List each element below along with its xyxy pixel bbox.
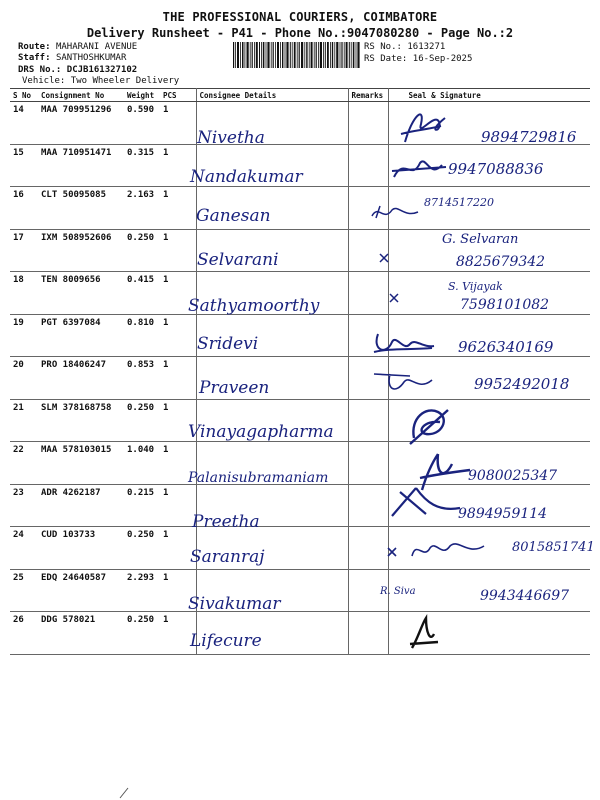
company-title: THE PROFESSIONAL COURIERS, COIMBATORE <box>162 10 438 24</box>
consignment-no: ADR 4262187 <box>38 484 124 527</box>
consignee-name: Ganesan <box>196 206 271 226</box>
consignment-no: MAA 709951296 <box>38 102 124 145</box>
consignee-name: Sridevi <box>197 334 259 354</box>
pcs: 1 <box>160 527 196 570</box>
weight: 0.250 <box>124 527 160 570</box>
consignee-name: Saranraj <box>190 547 265 567</box>
handwritten-phone: 9943446697 <box>480 588 570 604</box>
vehicle-value: Two Wheeler Delivery <box>70 76 180 86</box>
consignee-name: Sivakumar <box>188 594 281 614</box>
signature-scribble <box>404 404 456 448</box>
signature-name: G. Selvaran <box>442 232 519 247</box>
sno: 16 <box>10 187 38 230</box>
consignment-no: SLM 378168758 <box>38 399 124 442</box>
sno: 26 <box>10 612 38 655</box>
signature-name: S. Vijayak <box>448 280 503 293</box>
sno: 14 <box>10 102 38 145</box>
signature-scribble <box>390 153 450 187</box>
rs-date-line <box>364 53 472 65</box>
remarks-cell <box>348 484 388 527</box>
pcs: 1 <box>160 357 196 400</box>
handwritten-phone: 9947088836 <box>448 160 544 178</box>
handwritten-phone: 9626340169 <box>458 338 554 356</box>
consignment-no: IXM 508952606 <box>38 229 124 272</box>
consignee-name: Praveen <box>199 378 270 398</box>
remarks-cell <box>348 102 388 145</box>
weight: 2.293 <box>124 569 160 612</box>
table-header-row <box>10 89 590 102</box>
remarks-cell <box>348 144 388 187</box>
consignee-name: Sathyamoorthy <box>188 296 320 316</box>
signature-scribble <box>386 482 466 522</box>
staff-value: SANTHOSHKUMAR <box>55 53 127 63</box>
pcs: 1 <box>160 314 196 357</box>
staff-label: Staff: <box>18 53 51 63</box>
stray-pen-mark <box>118 786 132 800</box>
sno: 25 <box>10 569 38 612</box>
vehicle-label: Vehicle: <box>22 76 66 86</box>
col-weight: Weight <box>124 89 160 102</box>
col-sno: S No <box>10 89 38 102</box>
sno: 20 <box>10 357 38 400</box>
weight: 0.590 <box>124 102 160 145</box>
rs-date-value: 16-Sep-2025 <box>412 54 473 64</box>
consignment-no: EDQ 24640587 <box>38 569 124 612</box>
signature-name: R. Siva <box>380 586 416 597</box>
handwritten-phone: 9952492018 <box>474 375 570 393</box>
consignee-name: Vinayagapharma <box>188 422 334 442</box>
pcs: 1 <box>160 229 196 272</box>
consignment-no: MAA 578103015 <box>38 442 124 485</box>
sno: 17 <box>10 229 38 272</box>
staff-line <box>18 52 126 64</box>
signature-scribble <box>395 104 455 150</box>
weight: 0.250 <box>124 229 160 272</box>
weight: 0.315 <box>124 144 160 187</box>
consignment-no: MAA 710951471 <box>38 144 124 187</box>
route-value: MAHARANI AVENUE <box>55 42 138 52</box>
cross-mark <box>386 288 406 308</box>
weight: 0.250 <box>124 612 160 655</box>
remarks-cell <box>348 527 388 570</box>
barcode <box>233 42 360 68</box>
pcs: 1 <box>160 612 196 655</box>
sno: 15 <box>10 144 38 187</box>
sno: 22 <box>10 442 38 485</box>
col-seal: Seal & Signature <box>388 89 590 102</box>
rs-no-label: RS No.: <box>364 42 402 52</box>
pcs: 1 <box>160 102 196 145</box>
weight: 0.250 <box>124 399 160 442</box>
handwritten-phone: 8015851741 <box>512 540 595 555</box>
consignee-name: Nandakumar <box>190 167 303 187</box>
remarks-cell <box>348 399 388 442</box>
vehicle-line <box>22 75 179 87</box>
col-consignee: Consignee Details <box>196 89 348 102</box>
consignment-no: CUD 103733 <box>38 527 124 570</box>
consignee-name: Preetha <box>192 512 260 532</box>
weight: 0.215 <box>124 484 160 527</box>
runsheet-subtitle: Delivery Runsheet - P41 - Phone No.:9047080280 - Page No.:2 <box>86 26 514 40</box>
pcs: 1 <box>160 187 196 230</box>
signature-scribble <box>368 200 424 226</box>
sno: 24 <box>10 527 38 570</box>
pcs: 1 <box>160 272 196 315</box>
signature-scribble <box>370 330 438 360</box>
weight: 0.415 <box>124 272 160 315</box>
rs-no-line <box>364 41 445 53</box>
weight: 2.163 <box>124 187 160 230</box>
pcs: 1 <box>160 442 196 485</box>
handwritten-phone: 9894959114 <box>458 506 548 522</box>
rs-date-label: RS Date: <box>364 54 408 64</box>
pcs: 1 <box>160 144 196 187</box>
table-row <box>10 187 590 230</box>
sno: 23 <box>10 484 38 527</box>
table-row <box>10 612 590 655</box>
col-consignment: Consignment No <box>38 89 124 102</box>
remarks-cell <box>348 612 388 655</box>
consignment-no: DDG 578021 <box>38 612 124 655</box>
remarks-cell <box>348 442 388 485</box>
handwritten-phone: 7598101082 <box>460 297 550 313</box>
consignment-no: TEN 8009656 <box>38 272 124 315</box>
sno: 19 <box>10 314 38 357</box>
weight: 0.853 <box>124 357 160 400</box>
consignee-name: Palanisubramaniam <box>188 470 329 486</box>
consignee-name: Lifecure <box>190 631 262 651</box>
consignment-no: CLT 50095085 <box>38 187 124 230</box>
sno: 21 <box>10 399 38 442</box>
handwritten-phone: 9080025347 <box>468 468 558 484</box>
remarks-cell <box>348 272 388 315</box>
handwritten-phone: 8714517220 <box>424 196 494 209</box>
handwritten-phone: 9894729816 <box>481 128 577 146</box>
pcs: 1 <box>160 569 196 612</box>
consignee-name: Selvarani <box>197 250 279 270</box>
drs-label: DRS No.: <box>18 65 62 75</box>
cross-mark <box>376 248 396 268</box>
consignment-no: PGT 6397084 <box>38 314 124 357</box>
handwritten-phone: 8825679342 <box>456 254 546 270</box>
consignee-name: Nivetha <box>197 128 265 148</box>
weight: 1.040 <box>124 442 160 485</box>
rs-no-value: 1613271 <box>407 42 446 52</box>
consignment-no: PRO 18406247 <box>38 357 124 400</box>
pcs: 1 <box>160 399 196 442</box>
col-remarks: Remarks <box>348 89 388 102</box>
pcs: 1 <box>160 484 196 527</box>
signature-scribble <box>384 536 504 564</box>
sno: 18 <box>10 272 38 315</box>
drs-value: DCJB161327102 <box>66 65 138 75</box>
signature-scribble <box>370 366 440 400</box>
route-label: Route: <box>18 42 51 52</box>
col-pcs: PCS <box>160 89 196 102</box>
weight: 0.810 <box>124 314 160 357</box>
signature-scribble <box>408 614 442 654</box>
